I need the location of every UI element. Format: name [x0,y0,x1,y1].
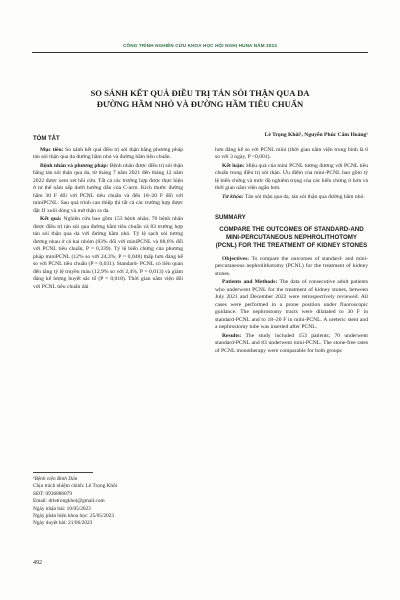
en-results-label: Results: [222,332,242,339]
left-column [33,132,183,292]
footnote-affiliation: ¹Bệnh viện Bình Dân [33,476,78,482]
en-methods-text: The data of consecutive adult patients who underwent PCNL for the treatment of kidney stones, between July 2021 and December 2022 were retrospectively reviewed. All cases were performed in a prone position under fluoroscopic guidance. The nephrostomy tracts were dilatated to 30 F in standard-PCNL and to 18–20 F in mini-PCNL. A ureteric stent and a nephrostomy tube was inserted after PCNL. [215,279,369,330]
article-title-line-2: ĐƯỜNG HẦM NHỎ VÀ ĐƯỜNG HẦM TIÊU CHUẨN [96,99,304,109]
authors: Lê Trọng Khôi¹, Nguyễn Phúc Cẩm Hoàng¹ [264,132,368,138]
running-header: CÔNG TRÌNH NGHIÊN CỨU KHOA HỌC HỘI NGHỊ HUNA NĂM 2023 [123,43,277,48]
footnote-line: Chịu trách nhiệm chính: Lê Trọng Khôi [33,483,118,490]
results-label: Kết quả: [40,216,62,222]
page-number: 492 [33,560,42,566]
article-title-line-1: SO SÁNH KẾT QUẢ ĐIỀU TRỊ TÁN SỎI THẬN QUA DA [90,88,310,98]
right-column [215,132,368,356]
abstract-vi-results-cont: hơn đáng kể so với PCNL mini (thời gian nằm viện trung bình là 6 so với 3 ngày, P <0,001). [215,146,368,160]
en-methods-label: Patients and Methods: [222,279,278,285]
keywords-text: Tán sỏi thận qua da, tán sỏi thận qua đường hầm nhỏ. [244,193,365,200]
conclusion-text: Hiệu quả của mini PCNL tương đương với PCNL tiêu chuẩn trong điều trị sỏi thận. Ưu điểm của mini-PCNL bao gồm tỷ lệ biến chứng và mức độ nghiêm trọng của các biến chứng ít hơn và thời gian nằm viện ngắn hơn. [215,162,368,191]
footnote [33,476,183,528]
abstract-vi-heading: TÓM TẮT [33,136,60,142]
abstract-en-title: COMPARE THE OUTCOMES OF STANDARD-AND MINI-PERCUTANEOUS NEPHROLITHOTOMY (PCNL) FOR THE TREATMENT OF KIDNEY STONES [215,225,368,249]
en-results-text: The study included 153 patients; 70 underwent standard-PCNL and 83 underwent mini-PCNL. The stone-free rates of PCNL monotherapy were comparable for both groups [215,332,368,354]
abstract-vi-methods [33,163,183,216]
article-title [40,88,360,110]
abstract-vi-results [33,216,183,291]
footnote-rule [33,472,93,473]
abstract-vi-conclusion [215,163,368,193]
abstract-en-objectives [215,256,368,279]
results-text: Nghiên cứu bao gồm 153 bệnh nhân; 70 bệnh nhân được điều trị tán sỏi qua đường hầm tiêu chuẩn và 83 trường hợp tán sỏi thận qua da với đường hầm nhỏ. Tỷ lệ sạch sỏi tương đương nhau ở cả hai nhóm (83% đối với miniPCNL và 88,6% đối với PCNL tiêu chuẩn, P = 0,339). Tỷ lệ biến chứng của phương pháp miniPCNL (12% so với 24,3%, P = 0,048) thấp hơn đáng kể so với PCNL tiêu chuẩn (P = 0,031). Standard- PCNL có liên quan đến tăng tỷ lệ truyền máu (12,9% so với 2,4%, P = 0,013) và giảm đáng kể lượng huyết sắc tố (P = 0,018). Thời gian nằm viện đối với PCNL tiêu chuẩn dài [33,216,183,290]
header-rule [32,52,368,53]
keywords-label: Từ khóa: [222,193,244,200]
conclusion-label: Kết luận: [222,162,245,169]
abstract-en-results [215,333,368,356]
objectives-text: To compare the outcomes of standard- and mini-percutaneous nephrolithotomy (PCNL) for the treatment of kidney stones. [215,255,368,277]
objectives-label: Objectives: [222,255,250,262]
abstract-vi-aim [33,147,183,162]
footnote-line: SĐT: 0936886879 [33,490,73,497]
abstract-en-methods [215,279,368,332]
abstract-vi-keywords [215,194,368,202]
methods-text: Bệnh nhân được điều trị sỏi thận bằng tán sỏi thận qua da, từ tháng 7 năm 2021 đến tháng 12 năm 2022 được xem xét hồi cứu. Tất cả các trường hợp được thực hiện ở tư thế nằm sấp dưới hướng dẫn của C-arm. Kích thước đường hầm 30 F đối với PCNL tiêu chuẩn và đến 18–20 F đối với miniPCNL. Sau quá trình can thiệp thì tất cả các trường hợp được đặt JJ xuôi dòng và mở thận ra da. [33,162,183,214]
methods-label: Bệnh nhân và phương pháp: [40,162,109,169]
footnote-line: Email: drletrongkhoi@gmail.com [33,498,105,505]
footnote-line: Ngày duyệt bài: 21/06/2023 [33,520,93,527]
footnote-line: Ngày phản biện khoa học: 25/05/2023 [33,513,115,520]
aim-label: Mục tiêu: [40,146,64,153]
footnote-line: Ngày nhận bài: 10/05/2023 [33,505,91,512]
abstract-en-heading: SUMMARY [215,215,246,221]
aim-text: So sánh kết quả điều trị sỏi thận bằng phương pháp tán sỏi thận qua da đường hầm nhỏ và đường hầm tiêu chuẩn. [33,146,183,160]
